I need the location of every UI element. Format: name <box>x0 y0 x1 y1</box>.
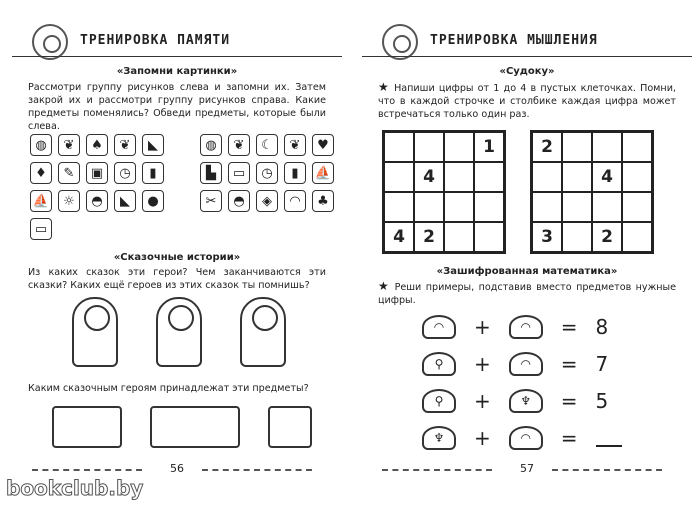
car-icon: ▭ <box>30 218 52 240</box>
moon-icon: ☾ <box>256 134 278 156</box>
sudoku-cell[interactable] <box>474 222 504 252</box>
right-header <box>362 22 692 62</box>
fairytales-instructions: Из каких сказок эти герои? Чем заканчиваются эти сказки? Каких ещё героев из этих сказок ты помнишь? <box>28 267 326 291</box>
memory-grid-left <box>30 134 166 246</box>
red-riding-hood-figure <box>240 297 286 367</box>
sudoku-cell[interactable] <box>622 222 652 252</box>
equation-row <box>422 312 608 342</box>
sudoku-cell[interactable] <box>532 192 562 222</box>
math-text: Реши примеры, подставив вместо предметов нужные цифры. <box>378 282 676 306</box>
key-icon <box>268 406 312 448</box>
strawberry-icon: ♥ <box>312 134 334 156</box>
sock-icon: ◣ <box>142 134 164 156</box>
memory-instructions: Рассмотри группу рисунков слева и запомни их. Затем закрой их и рассмотри группу рисунков справа. Какие предметы поменялись? Обведи предметы, которые были слева. <box>28 82 326 132</box>
book-icon: ▮ <box>142 162 164 184</box>
boot-icon: ▙ <box>200 162 222 184</box>
leaf-icon: ❦ <box>114 134 136 156</box>
gear-icon <box>32 24 68 60</box>
equation-row <box>422 386 608 416</box>
sudoku-cell[interactable] <box>444 162 474 192</box>
lamp-icon: ◓ <box>228 190 250 212</box>
sudoku-cell[interactable] <box>414 192 444 222</box>
acorn-icon: ♠ <box>86 134 108 156</box>
globe-icon: ◍ <box>200 134 222 156</box>
sudoku-cell[interactable] <box>562 162 592 192</box>
objects <box>52 406 312 448</box>
scissors-icon: ✂ <box>200 190 222 212</box>
hat-icon: ◠ <box>509 426 543 450</box>
maracas-icon: ⚲ <box>422 389 456 413</box>
cactus-icon: ♆ <box>422 426 456 450</box>
puss-in-boots-figure <box>156 297 202 367</box>
section-title-fairytales: «Сказочные истории» <box>113 252 241 263</box>
sudoku-cell[interactable] <box>414 132 444 162</box>
sudoku-cell[interactable]: 2 <box>592 222 622 252</box>
mushroom-icon: ♣ <box>312 190 334 212</box>
footer-dash <box>552 469 662 471</box>
plus-sign: + <box>474 352 491 376</box>
sudoku-cell[interactable] <box>474 192 504 222</box>
footer-dash <box>32 469 142 471</box>
leaf-icon: ❦ <box>284 134 306 156</box>
sun-icon: ☼ <box>58 190 80 212</box>
sudoku-cell[interactable] <box>444 132 474 162</box>
header-rule <box>362 56 692 57</box>
header-title: ТРЕНИРОВКА ПАМЯТИ <box>80 33 231 48</box>
sudoku-cell[interactable]: 4 <box>414 162 444 192</box>
car-icon: ▭ <box>228 162 250 184</box>
equation-row <box>422 349 608 379</box>
sudoku-cell[interactable] <box>562 222 592 252</box>
boat-icon: ⛵ <box>312 162 334 184</box>
plus-sign: + <box>474 389 491 413</box>
hat-icon: ◠ <box>509 315 543 339</box>
sudoku-cell[interactable] <box>622 132 652 162</box>
sudoku-cell[interactable]: 3 <box>532 222 562 252</box>
sudoku-cell[interactable] <box>592 192 622 222</box>
left-page <box>12 22 342 492</box>
lamp-icon: ◓ <box>86 190 108 212</box>
sudoku-cell[interactable]: 1 <box>474 132 504 162</box>
watermark: bookclub.by <box>6 476 144 500</box>
page-number: 57 <box>520 462 534 475</box>
leaf-icon: ❦ <box>228 134 250 156</box>
equals-sign: = <box>560 352 578 376</box>
ball-icon: ● <box>142 190 164 212</box>
left-header <box>12 22 342 62</box>
sudoku-cell[interactable] <box>592 132 622 162</box>
equation-result: 5 <box>595 389 609 413</box>
footer-dash <box>382 469 492 471</box>
cactus-icon: ♆ <box>509 389 543 413</box>
header-title: ТРЕНИРОВКА МЫШЛЕНИЯ <box>430 33 598 48</box>
right-footer <box>362 460 692 480</box>
globe-icon: ◍ <box>30 134 52 156</box>
sudoku-cell[interactable] <box>562 132 592 162</box>
equation-row <box>422 423 622 453</box>
hat-icon: ◠ <box>284 190 306 212</box>
sudoku-cell[interactable] <box>562 192 592 222</box>
star-icon: ★ <box>378 279 391 293</box>
sudoku-cell[interactable] <box>384 192 414 222</box>
bow-and-arrow-icon <box>150 406 240 448</box>
clock-icon: ◷ <box>114 162 136 184</box>
footer-dash <box>202 469 312 471</box>
pinocchio-figure <box>72 297 118 367</box>
sudoku-cell[interactable] <box>444 222 474 252</box>
book-icon: ▮ <box>284 162 306 184</box>
sudoku-cell[interactable]: 4 <box>592 162 622 192</box>
right-page <box>362 22 692 492</box>
cushion-with-slipper-icon <box>52 406 122 448</box>
equals-sign: = <box>560 389 578 413</box>
pineapple-icon: ♦ <box>30 162 52 184</box>
sudoku-cell[interactable] <box>474 162 504 192</box>
pencil-icon: ✎ <box>58 162 80 184</box>
gear-icon <box>382 24 418 60</box>
page-number: 56 <box>170 462 184 475</box>
sudoku-text: Напиши цифры от 1 до 4 в пустых клеточках. Помни, что в каждой строчке и столбике каждая цифра может встречаться только один раз. <box>378 83 676 120</box>
sudoku-instructions <box>378 81 676 121</box>
section-title-math: «Зашифрованная математика» <box>436 266 618 277</box>
boat-icon: ⛵ <box>30 190 52 212</box>
header-rule <box>12 56 342 57</box>
leaf-icon: ❦ <box>58 134 80 156</box>
candy-icon: ◈ <box>256 190 278 212</box>
section-title-sudoku: «Судоку» <box>499 66 555 77</box>
star-icon: ★ <box>378 80 390 94</box>
equation-result: 7 <box>595 352 609 376</box>
sock-icon: ◣ <box>114 190 136 212</box>
sudoku-cell[interactable] <box>384 162 414 192</box>
plus-sign: + <box>474 315 491 339</box>
gift-icon: ▣ <box>86 162 108 184</box>
section-title-memory: «Запомни картинки» <box>116 66 238 77</box>
characters <box>72 297 286 367</box>
equals-sign: = <box>560 426 578 450</box>
sudoku-cell[interactable] <box>622 162 652 192</box>
hat-icon: ◠ <box>509 352 543 376</box>
sudoku-grid-2 <box>530 130 654 254</box>
clock-icon: ◷ <box>256 162 278 184</box>
sudoku-cell[interactable] <box>622 192 652 222</box>
sudoku-grid-1 <box>382 130 506 254</box>
sudoku-cell[interactable]: 2 <box>532 132 562 162</box>
sudoku-cell[interactable]: 4 <box>384 222 414 252</box>
sudoku-cell[interactable] <box>532 162 562 192</box>
memory-grid-right <box>200 134 336 218</box>
equals-sign: = <box>560 315 578 339</box>
sudoku-cell[interactable] <box>384 132 414 162</box>
sudoku-cell[interactable]: 2 <box>414 222 444 252</box>
plus-sign: + <box>474 426 491 450</box>
math-instructions <box>378 280 676 307</box>
equation-result: 8 <box>595 315 609 339</box>
objects-question: Каким сказочным героям принадлежат эти предметы? <box>28 383 309 394</box>
hat-icon: ◠ <box>422 315 456 339</box>
sudoku-cell[interactable] <box>444 192 474 222</box>
maracas-icon: ⚲ <box>422 352 456 376</box>
answer-blank[interactable] <box>596 429 622 447</box>
